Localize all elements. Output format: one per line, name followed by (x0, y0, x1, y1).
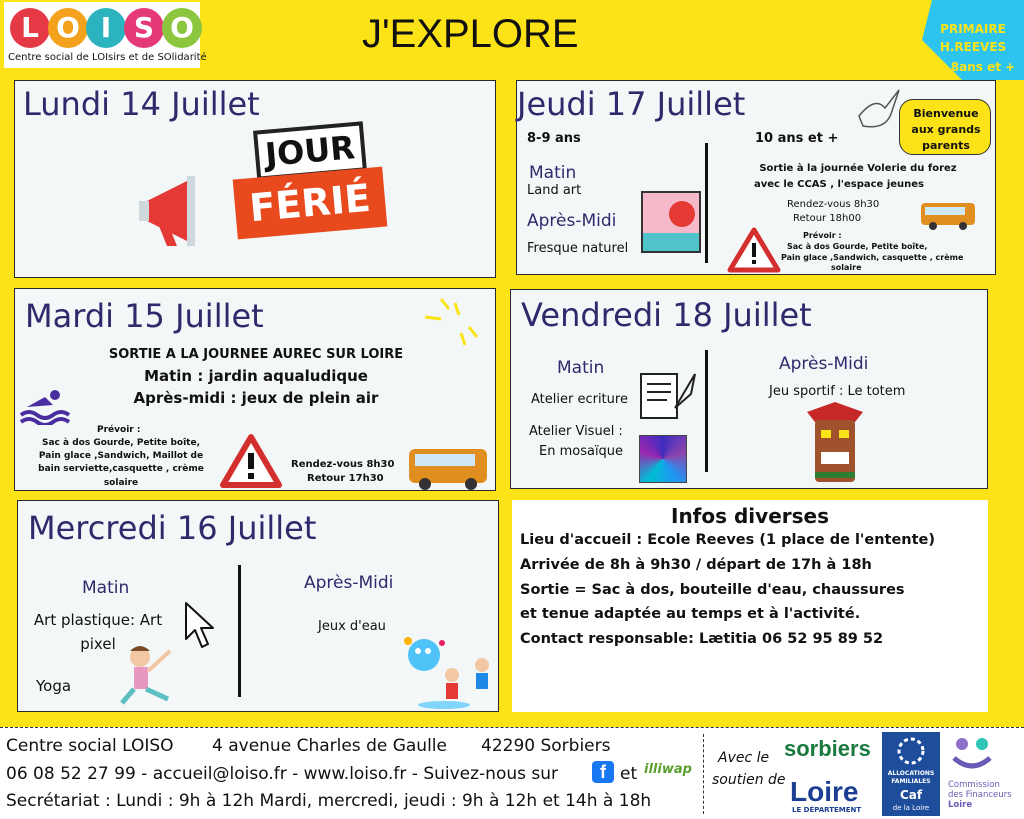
mardi-prevoir-line3: Pain glace ,Sandwich, Maillot de (38, 451, 204, 461)
bus-icon (407, 445, 491, 491)
cf-line3: Loire (948, 800, 973, 810)
mercredi-matin-label: Matin (82, 578, 130, 598)
illiwap-logo: illiwap (644, 762, 692, 777)
mardi-prevoir-line4: bain serviette,casquette , crème (38, 464, 204, 474)
cf-line2: des Financeurs (948, 790, 1012, 800)
jeudi-matin-activity: Land art (527, 183, 582, 198)
mardi-prevoir-title: Prévoir : (97, 425, 141, 435)
card-infos (512, 500, 988, 712)
age-8-9: 8-9 ans (527, 131, 581, 146)
caf-star-icon (896, 736, 926, 766)
bus-icon (919, 199, 977, 231)
logo-letter-o2: O (162, 8, 202, 48)
footer-et: et (620, 764, 638, 784)
jeudi-rdv: Rendez-vous 8h30 (787, 199, 880, 210)
card-vendredi (510, 289, 988, 489)
megaphone-icon (137, 171, 217, 251)
mercredi-art-plastique: Art plastique: Art (33, 611, 163, 629)
footer-city: 42290 Sorbiers (481, 736, 611, 756)
footer-contact: 06 08 52 27 99 - accueil@loiso.fr - www.loiso.fr - Suivez-nous sur (6, 764, 559, 784)
vendredi-matin-label: Matin (557, 358, 605, 378)
mardi-matin: Matin : jardin aqualudique (144, 367, 368, 385)
mardi-sortie: SORTIE A LA JOURNEE AUREC SUR LOIRE (108, 347, 404, 362)
footer-divider (703, 734, 704, 814)
caf-line3: Caf (899, 788, 923, 802)
loiso-logo (4, 2, 207, 68)
writing-icon (637, 368, 699, 420)
footer-address: 4 avenue Charles de Gaulle (212, 736, 447, 756)
ferie-banner (233, 167, 388, 240)
divider-mercredi (238, 565, 241, 697)
loire-sub: LE DÉPARTEMENT (792, 806, 862, 814)
jeudi-prevoir-line2: Sac à dos Gourde, Petite boîte, (787, 242, 928, 251)
logo-letter-o: O (48, 8, 88, 48)
day-title-jeudi: Jeudi 17 Juillet (517, 85, 746, 123)
badge-line3: 8ans et + (950, 60, 1016, 74)
caf-line1: ALLOCATIONS (887, 770, 935, 777)
infos-line1: Lieu d'accueil : Ecole Reeves (1 place de l'entente) (520, 532, 935, 548)
infos-title: Infos diverses (671, 504, 829, 528)
jeudi-sortie-line1: Sortie à la journée Volerie du forez (759, 163, 957, 174)
footer-name: Centre social LOISO (6, 736, 174, 756)
vendredi-atelier-ecriture: Atelier ecriture (531, 392, 628, 407)
caf-line2: FAMILIALES (891, 778, 931, 785)
mardi-prevoir-line5: solaire (103, 478, 139, 488)
bubble-text: Bienvenue aux grands parents (911, 107, 981, 152)
divider-vendredi (705, 350, 708, 472)
jeudi-retour: Retour 18h00 (793, 213, 862, 224)
warning-icon (219, 433, 283, 489)
infos-line2: Arrivée de 8h à 9h30 / départ de 17h à 18h (520, 557, 872, 573)
mercredi-apm-activity: Jeux d'eau (318, 619, 386, 634)
age-badge (922, 0, 1024, 80)
cf-line1: Commission (948, 780, 1000, 790)
vendredi-mosaique: En mosaïque (539, 444, 624, 459)
commission-logo-icon (950, 734, 994, 774)
caf-logo (882, 732, 940, 816)
soutien-line2: soutien de (712, 772, 786, 788)
footer (0, 727, 1024, 819)
infos-line5: Contact responsable: Lætitia 06 52 95 89 52 (520, 631, 884, 647)
badge-line1: PRIMAIRE (940, 22, 1006, 36)
logo-letter-s: S (124, 8, 164, 48)
day-title-mercredi: Mercredi 16 Juillet (28, 509, 317, 547)
totem-icon (807, 402, 863, 486)
mardi-retour: Retour 17h30 (307, 473, 384, 484)
jeudi-apm-activity: Fresque naturel (527, 241, 629, 256)
jeudi-sortie-line2: avec le CCAS , l'espace jeunes (753, 179, 925, 190)
age-10-plus: 10 ans et + (755, 131, 839, 146)
facebook-icon[interactable]: f (592, 761, 614, 783)
mosaic-image (639, 435, 687, 483)
soutien-line1: Avec le (718, 750, 770, 766)
day-title-vendredi: Vendredi 18 Juillet (521, 296, 812, 334)
swimmer-icon (19, 387, 71, 425)
water-games-icon (394, 631, 498, 711)
mercredi-pixel: pixel (80, 635, 116, 653)
warning-icon (727, 227, 781, 273)
footer-secretariat: Secrétariat : Lundi : 9h à 12h Mardi, mercredi, jeudi : 9h à 12h et 14h à 18h (6, 791, 652, 811)
sorbiers-logo: sorbiers (784, 736, 871, 761)
dove-icon (855, 86, 903, 134)
banner-ferie: FÉRIÉ (247, 175, 373, 231)
logo-letter-l: L (10, 8, 50, 48)
page-title: J'EXPLORE (362, 12, 579, 56)
loire-logo: Loire (790, 776, 859, 807)
sun-rays-icon (421, 293, 481, 349)
logo-letter-i: I (86, 8, 126, 48)
day-title-lundi: Lundi 14 Juillet (23, 85, 260, 123)
mercredi-yoga: Yoga (36, 677, 72, 695)
mercredi-apm-label: Après-Midi (304, 573, 394, 593)
banner-jour: JOUR (263, 128, 357, 174)
badge-line2: H.REEVES (939, 40, 1007, 54)
divider-jeudi (705, 143, 708, 263)
card-mercredi (17, 500, 499, 712)
mardi-prevoir-line2: Sac à dos Gourde, Petite boîte, (41, 438, 201, 448)
jeudi-prevoir-line4: solaire (831, 263, 862, 272)
jeudi-matin-label: Matin (529, 163, 577, 183)
infos-line4: et tenue adaptée au temps et à l'activité. (520, 606, 861, 622)
card-jeudi (516, 80, 996, 275)
caf-line4: de la Loire (892, 804, 930, 812)
infos-line3: Sortie = Sac à dos, bouteille d'eau, chaussures (520, 582, 905, 598)
jeudi-prevoir-line3: Pain glace ,Sandwich, casquette , crème (781, 253, 964, 262)
yoga-child-icon (110, 641, 190, 709)
card-lundi (14, 80, 496, 278)
card-mardi (14, 288, 496, 491)
vendredi-apm-label: Après-Midi (779, 354, 869, 374)
day-title-mardi: Mardi 15 Juillet (25, 297, 264, 335)
mardi-rdv: Rendez-vous 8h30 (291, 459, 395, 470)
jeudi-apm-label: Après-Midi (527, 211, 617, 231)
logo-subtitle: Centre social de LOIsirs et de SOlidarité (8, 52, 207, 63)
speech-bubble (899, 99, 991, 155)
vendredi-atelier-visuel: Atelier Visuel : (529, 424, 623, 439)
vendredi-apm-activity: Jeu sportif : Le totem (769, 384, 906, 399)
mardi-apm: Après-midi : jeux de plein air (133, 389, 379, 407)
fresque-image (641, 191, 701, 253)
jeudi-prevoir-title: Prévoir : (803, 231, 842, 240)
